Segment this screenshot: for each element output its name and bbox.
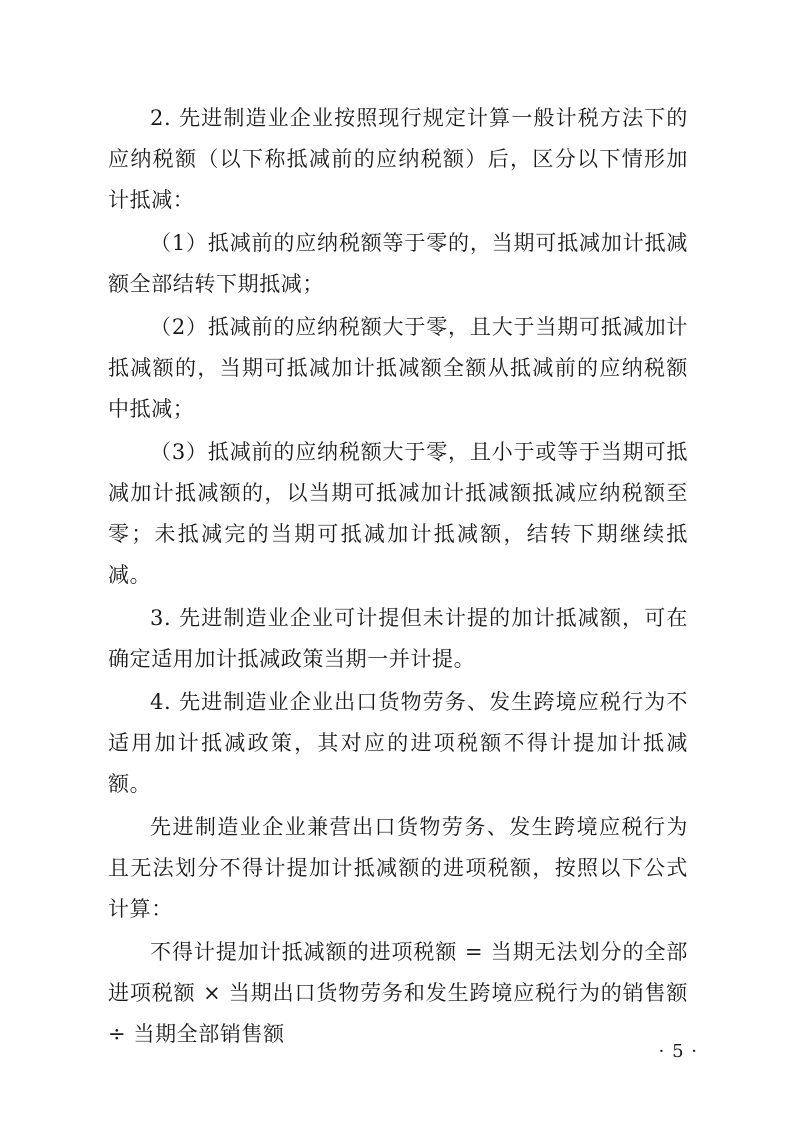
- paragraph-3-accrual: 3. 先进制造业企业可计提但未计提的加计抵减额，可在确定适用加计抵减政策当期一并计提。: [108, 606, 688, 671]
- paragraph-4-export: 4. 先进制造业企业出口货物劳务、发生跨境应税行为不适用加计抵减政策，其对应的进项税额不得计提加计抵减额。: [108, 690, 688, 796]
- paragraph-2-calculation: 2. 先进制造业企业按照现行规定计算一般计税方法下的应纳税额（以下称抵减前的应纳税额）后，区分以下情形加计抵减：: [108, 106, 688, 212]
- paragraph-case-2: （2）抵减前的应纳税额大于零，且大于当期可抵减加计抵减额的，当期可抵减加计抵减额全额从抵减前的应纳税额中抵减；: [108, 315, 688, 421]
- paragraph-formula: 不得计提加计抵减额的进项税额 = 当期无法划分的全部进项税额 × 当期出口货物劳务和发生跨境应税行为的销售额 ÷ 当期全部销售额: [108, 940, 696, 1046]
- paragraph-mixed-operations: 先进制造业企业兼营出口货物劳务、发生跨境应税行为且无法划分不得计提加计抵减额的进项税额，按照以下公式计算：: [108, 815, 688, 921]
- paragraph-case-1: （1）抵减前的应纳税额等于零的，当期可抵减加计抵减额全部结转下期抵减；: [108, 231, 688, 296]
- document-body: [108, 98, 696, 1057]
- paragraph-case-3: （3）抵减前的应纳税额大于零，且小于或等于当期可抵减加计抵减额的，以当期可抵减加计抵减额抵减应纳税额至零；未抵减完的当期可抵减加计抵减额，结转下期继续抵减。: [108, 440, 688, 587]
- page-number: · 5 ·: [658, 1041, 698, 1062]
